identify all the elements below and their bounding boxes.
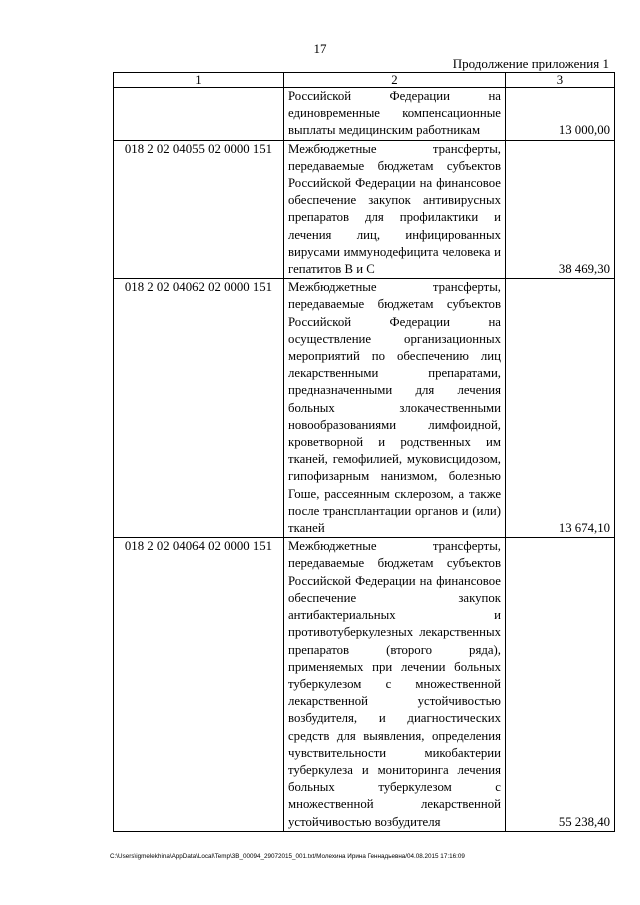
column-header-description: 2 [284, 73, 506, 88]
row-description: Межбюджетные трансферты, передаваемые бюджетам субъектов Российской Федерации на финансовое обеспечение закупок антивирусных препаратов для профилактики и лечения лиц, инфицированных вирусами иммунодефицита человека и гепатитов B и C [284, 140, 506, 279]
continuation-label: Продолжение приложения 1 [452, 56, 609, 71]
row-amount: 55 238,40 [506, 538, 615, 831]
appendix-table [113, 72, 615, 832]
row-amount: 13 674,10 [506, 279, 615, 538]
row-description: Межбюджетные трансферты, передаваемые бюджетам субъектов Российской Федерации на финансовое обеспечение закупок антибактериальных и противотуберкулезных лекарственных препаратов (второго ряда), применяемых при лечении больных туберкулезом с множественной лекарственной устойчивостью возбудителя, и диагностических средств для выявления, определения чувствительности микобактерии туберкулеза и мониторинга лечения больных туберкулезом с множественной лекарственной устойчивостью возбудителя [284, 538, 506, 831]
table-row [114, 279, 615, 538]
row-description: Межбюджетные трансферты, передаваемые бюджетам субъектов Российской Федерации на осуществление организационных мероприятий по обеспечению лиц лекарственными препаратами, предназначенными для лечения больных злокачественными новообразованиями лимфоидной, кроветворной и родственных им тканей, гемофилией, муковисцидозом, гипофизарным нанизмом, болезнью Гоше, рассеянным склерозом, а также после трансплантации органов и (или) тканей [284, 279, 506, 538]
table-row [114, 88, 615, 141]
row-amount: 13 000,00 [506, 88, 615, 141]
footer-file-path: C:\Users\igmelekhina\AppData\Local\Temp\3B_00094_29072015_001.txt/Молехина Ирина Геннадьевна/04.08.2015 17:16:09 [110, 853, 465, 860]
page-number: 17 [313, 41, 327, 56]
row-code [114, 88, 284, 141]
table-row [114, 538, 615, 831]
row-code: 018 2 02 04064 02 0000 151 [114, 538, 284, 831]
table-header-row [114, 73, 615, 88]
column-header-amount: 3 [506, 73, 615, 88]
row-code: 018 2 02 04055 02 0000 151 [114, 140, 284, 279]
row-description: Российской Федерации на единовременные компенсационные выплаты медицинским работникам [284, 88, 506, 141]
table-row [114, 140, 615, 279]
row-code: 018 2 02 04062 02 0000 151 [114, 279, 284, 538]
column-header-code: 1 [114, 73, 284, 88]
row-amount: 38 469,30 [506, 140, 615, 279]
